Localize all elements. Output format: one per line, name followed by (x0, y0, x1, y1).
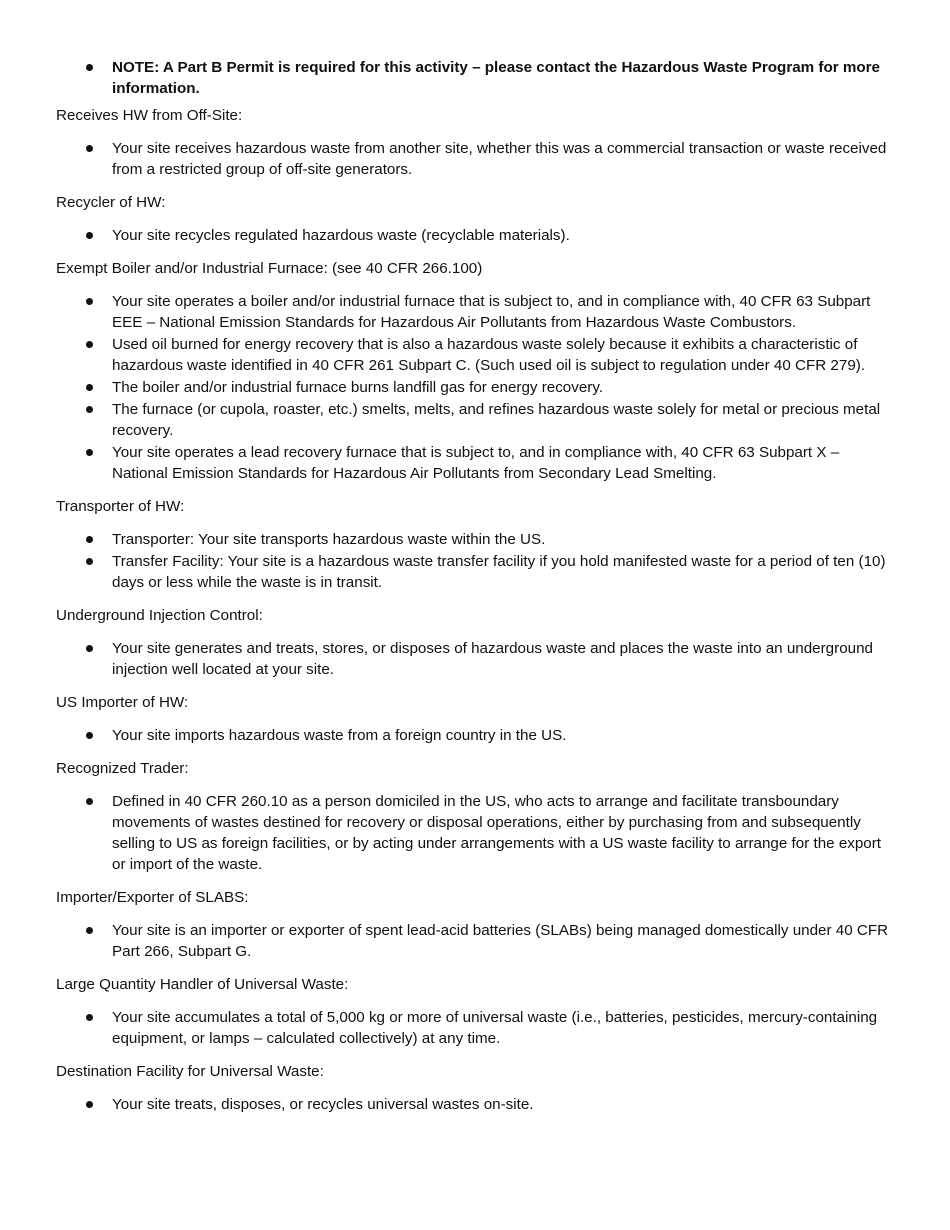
list-item: Your site operates a lead recovery furnace that is subject to, and in compliance with, 40 CFR 63 Subpart X – National Emission Standards for Hazardous Air Pollutants from Secondary Lead Smelting. (56, 442, 898, 484)
section-bullet-list (56, 920, 898, 962)
section-bullet-list (56, 1094, 898, 1115)
section-heading: Recycler of HW: (56, 194, 166, 211)
section-bullet-list (56, 291, 898, 484)
section-heading: Recognized Trader: (56, 760, 189, 777)
section-heading: Importer/Exporter of SLABS: (56, 889, 249, 906)
section-heading: US Importer of HW: (56, 694, 189, 711)
section-bullet-list (56, 225, 898, 246)
list-item: Your site is an importer or exporter of spent lead-acid batteries (SLABs) being managed domestically under 40 CFR Part 266, Subpart G. (56, 920, 898, 962)
list-item: Your site accumulates a total of 5,000 kg or more of universal waste (i.e., batteries, pesticides, mercury-containing equipment, or lamps – calculated collectively) at any time. (56, 1007, 898, 1049)
list-item: Transfer Facility: Your site is a hazardous waste transfer facility if you hold manifested waste for a period of ten (10) days or less while the waste is in transit. (56, 551, 898, 593)
section-bullet-list (56, 638, 898, 680)
section-bullet-list (56, 529, 898, 593)
sections-container (56, 105, 898, 1115)
list-item: Your site imports hazardous waste from a foreign country in the US. (56, 725, 898, 746)
list-item: Transporter: Your site transports hazardous waste within the US. (56, 529, 898, 550)
section-heading: Destination Facility for Universal Waste: (56, 1063, 324, 1080)
section-bullet-list (56, 791, 898, 875)
list-item: Your site operates a boiler and/or industrial furnace that is subject to, and in compliance with, 40 CFR 63 Subpart EEE – National Emission Standards for Hazardous Air Pollutants from Hazardous Waste Combustors. (56, 291, 898, 333)
list-item: Your site generates and treats, stores, or disposes of hazardous waste and places the waste into an underground injection well located at your site. (56, 638, 898, 680)
section-heading: Large Quantity Handler of Universal Waste: (56, 976, 349, 993)
list-item: The boiler and/or industrial furnace burns landfill gas for energy recovery. (56, 377, 898, 398)
section-heading: Transporter of HW: (56, 498, 185, 515)
list-item: Defined in 40 CFR 260.10 as a person domiciled in the US, who acts to arrange and facilitate transboundary movements of wastes destined for recovery or disposal operations, either by purchasing from and subsequently selling to US as foreign facilities, or by acting under arrangements with a US waste facility to arrange for the export or import of the waste. (56, 791, 898, 875)
list-item: The furnace (or cupola, roaster, etc.) smelts, melts, and refines hazardous waste solely for metal or precious metal recovery. (56, 399, 898, 441)
section-heading: Underground Injection Control: (56, 607, 263, 624)
list-item: Your site receives hazardous waste from another site, whether this was a commercial transaction or waste received from a restricted group of off-site generators. (56, 138, 898, 180)
section-heading: Exempt Boiler and/or Industrial Furnace: (see 40 CFR 266.100) (56, 260, 483, 277)
list-item: Your site treats, disposes, or recycles universal wastes on-site. (56, 1094, 898, 1115)
list-item: Your site recycles regulated hazardous waste (recyclable materials). (56, 225, 898, 246)
permit-note: NOTE: A Part B Permit is required for this activity – please contact the Hazardous Waste Program for more information. (56, 57, 898, 99)
list-item: Used oil burned for energy recovery that is also a hazardous waste solely because it exhibits a characteristic of hazardous waste identified in 40 CFR 261 Subpart C. (Such used oil is subject to regulation under 40 CFR 279). (56, 334, 898, 376)
note-list (56, 57, 898, 99)
section-bullet-list (56, 725, 898, 746)
section-heading: Receives HW from Off-Site: (56, 107, 243, 124)
section-bullet-list (56, 138, 898, 180)
section-bullet-list (56, 1007, 898, 1049)
